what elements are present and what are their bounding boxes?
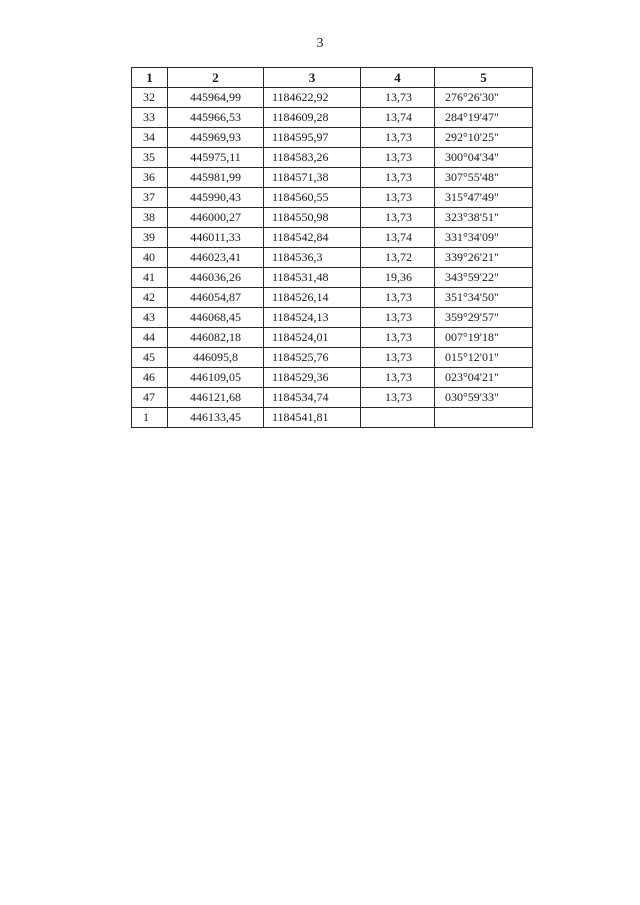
- direction-angle-cell: 007°19'18": [435, 328, 533, 348]
- direction-angle-cell: 331°34'09": [435, 228, 533, 248]
- table-row: [132, 88, 533, 108]
- x-coordinate-cell: 445981,99: [168, 168, 264, 188]
- y-coordinate-cell: 1184542,84: [264, 228, 361, 248]
- y-coordinate-cell: 1184560,55: [264, 188, 361, 208]
- point-number-cell: 41: [132, 268, 168, 288]
- point-number-cell: 1: [132, 408, 168, 428]
- table-row: [132, 308, 533, 328]
- table-header-row: [132, 68, 533, 88]
- x-coordinate-cell: 446095,8: [168, 348, 264, 368]
- y-coordinate-cell: 1184526,14: [264, 288, 361, 308]
- y-coordinate-cell: 1184525,76: [264, 348, 361, 368]
- direction-angle-cell: 030°59'33": [435, 388, 533, 408]
- y-coordinate-cell: 1184571,38: [264, 168, 361, 188]
- direction-angle-cell: 015°12'01": [435, 348, 533, 368]
- direction-angle-cell: 023°04'21": [435, 368, 533, 388]
- x-coordinate-cell: 446054,87: [168, 288, 264, 308]
- table-row: [132, 228, 533, 248]
- table-body: [132, 88, 533, 428]
- direction-angle-cell: 359°29'57": [435, 308, 533, 328]
- point-number-cell: 33: [132, 108, 168, 128]
- direction-angle-cell: 276°26'30": [435, 88, 533, 108]
- x-coordinate-cell: 445964,99: [168, 88, 264, 108]
- column-header-length: 4: [361, 68, 435, 88]
- length-cell: [361, 408, 435, 428]
- point-number-cell: 46: [132, 368, 168, 388]
- length-cell: 13,73: [361, 288, 435, 308]
- point-number-cell: 40: [132, 248, 168, 268]
- y-coordinate-cell: 1184534,74: [264, 388, 361, 408]
- direction-angle-cell: 307°55'48": [435, 168, 533, 188]
- length-cell: 13,73: [361, 328, 435, 348]
- table-row: [132, 248, 533, 268]
- length-cell: 19,36: [361, 268, 435, 288]
- x-coordinate-cell: 445969,93: [168, 128, 264, 148]
- length-cell: 13,73: [361, 88, 435, 108]
- length-cell: 13,74: [361, 228, 435, 248]
- length-cell: 13,73: [361, 368, 435, 388]
- x-coordinate-cell: 446023,41: [168, 248, 264, 268]
- point-number-cell: 47: [132, 388, 168, 408]
- direction-angle-cell: 343°59'22": [435, 268, 533, 288]
- x-coordinate-cell: 446109,05: [168, 368, 264, 388]
- direction-angle-cell: 351°34'50": [435, 288, 533, 308]
- table-row: [132, 168, 533, 188]
- length-cell: 13,73: [361, 128, 435, 148]
- column-header-angle: 5: [435, 68, 533, 88]
- x-coordinate-cell: 446036,26: [168, 268, 264, 288]
- point-number-cell: 36: [132, 168, 168, 188]
- table-row: [132, 388, 533, 408]
- length-cell: 13,73: [361, 168, 435, 188]
- x-coordinate-cell: 445990,43: [168, 188, 264, 208]
- point-number-cell: 37: [132, 188, 168, 208]
- length-cell: 13,73: [361, 208, 435, 228]
- direction-angle-cell: 284°19'47": [435, 108, 533, 128]
- y-coordinate-cell: 1184529,36: [264, 368, 361, 388]
- direction-angle-cell: 339°26'21": [435, 248, 533, 268]
- length-cell: 13,73: [361, 188, 435, 208]
- y-coordinate-cell: 1184541,81: [264, 408, 361, 428]
- page-number: 3: [316, 36, 324, 51]
- table-row: [132, 328, 533, 348]
- length-cell: 13,72: [361, 248, 435, 268]
- y-coordinate-cell: 1184622,92: [264, 88, 361, 108]
- direction-angle-cell: 300°04'34": [435, 148, 533, 168]
- y-coordinate-cell: 1184595,97: [264, 128, 361, 148]
- x-coordinate-cell: 446000,27: [168, 208, 264, 228]
- point-number-cell: 32: [132, 88, 168, 108]
- point-number-cell: 45: [132, 348, 168, 368]
- y-coordinate-cell: 1184609,28: [264, 108, 361, 128]
- column-header-y: 3: [264, 68, 361, 88]
- x-coordinate-cell: 445975,11: [168, 148, 264, 168]
- y-coordinate-cell: 1184531,48: [264, 268, 361, 288]
- point-number-cell: 43: [132, 308, 168, 328]
- point-number-cell: 42: [132, 288, 168, 308]
- direction-angle-cell: 292°10'25": [435, 128, 533, 148]
- direction-angle-cell: 323°38'51": [435, 208, 533, 228]
- x-coordinate-cell: 445966,53: [168, 108, 264, 128]
- x-coordinate-cell: 446068,45: [168, 308, 264, 328]
- y-coordinate-cell: 1184524,01: [264, 328, 361, 348]
- table-row: [132, 188, 533, 208]
- table-row: [132, 288, 533, 308]
- table-row: [132, 348, 533, 368]
- table-row: [132, 368, 533, 388]
- column-header-x: 2: [168, 68, 264, 88]
- table-row: [132, 208, 533, 228]
- length-cell: 13,73: [361, 348, 435, 368]
- x-coordinate-cell: 446133,45: [168, 408, 264, 428]
- table-row: [132, 128, 533, 148]
- point-number-cell: 38: [132, 208, 168, 228]
- y-coordinate-cell: 1184550,98: [264, 208, 361, 228]
- length-cell: 13,73: [361, 388, 435, 408]
- table-row: [132, 268, 533, 288]
- y-coordinate-cell: 1184524,13: [264, 308, 361, 328]
- x-coordinate-cell: 446121,68: [168, 388, 264, 408]
- point-number-cell: 44: [132, 328, 168, 348]
- y-coordinate-cell: 1184536,3: [264, 248, 361, 268]
- coordinates-table: [131, 67, 533, 428]
- length-cell: 13,73: [361, 148, 435, 168]
- direction-angle-cell: [435, 408, 533, 428]
- length-cell: 13,74: [361, 108, 435, 128]
- table-row: [132, 408, 533, 428]
- table-row: [132, 148, 533, 168]
- length-cell: 13,73: [361, 308, 435, 328]
- column-header-point: 1: [132, 68, 168, 88]
- direction-angle-cell: 315°47'49": [435, 188, 533, 208]
- point-number-cell: 35: [132, 148, 168, 168]
- point-number-cell: 34: [132, 128, 168, 148]
- y-coordinate-cell: 1184583,26: [264, 148, 361, 168]
- scan-speck: ·: [329, 713, 331, 719]
- x-coordinate-cell: 446082,18: [168, 328, 264, 348]
- table-row: [132, 108, 533, 128]
- x-coordinate-cell: 446011,33: [168, 228, 264, 248]
- point-number-cell: 39: [132, 228, 168, 248]
